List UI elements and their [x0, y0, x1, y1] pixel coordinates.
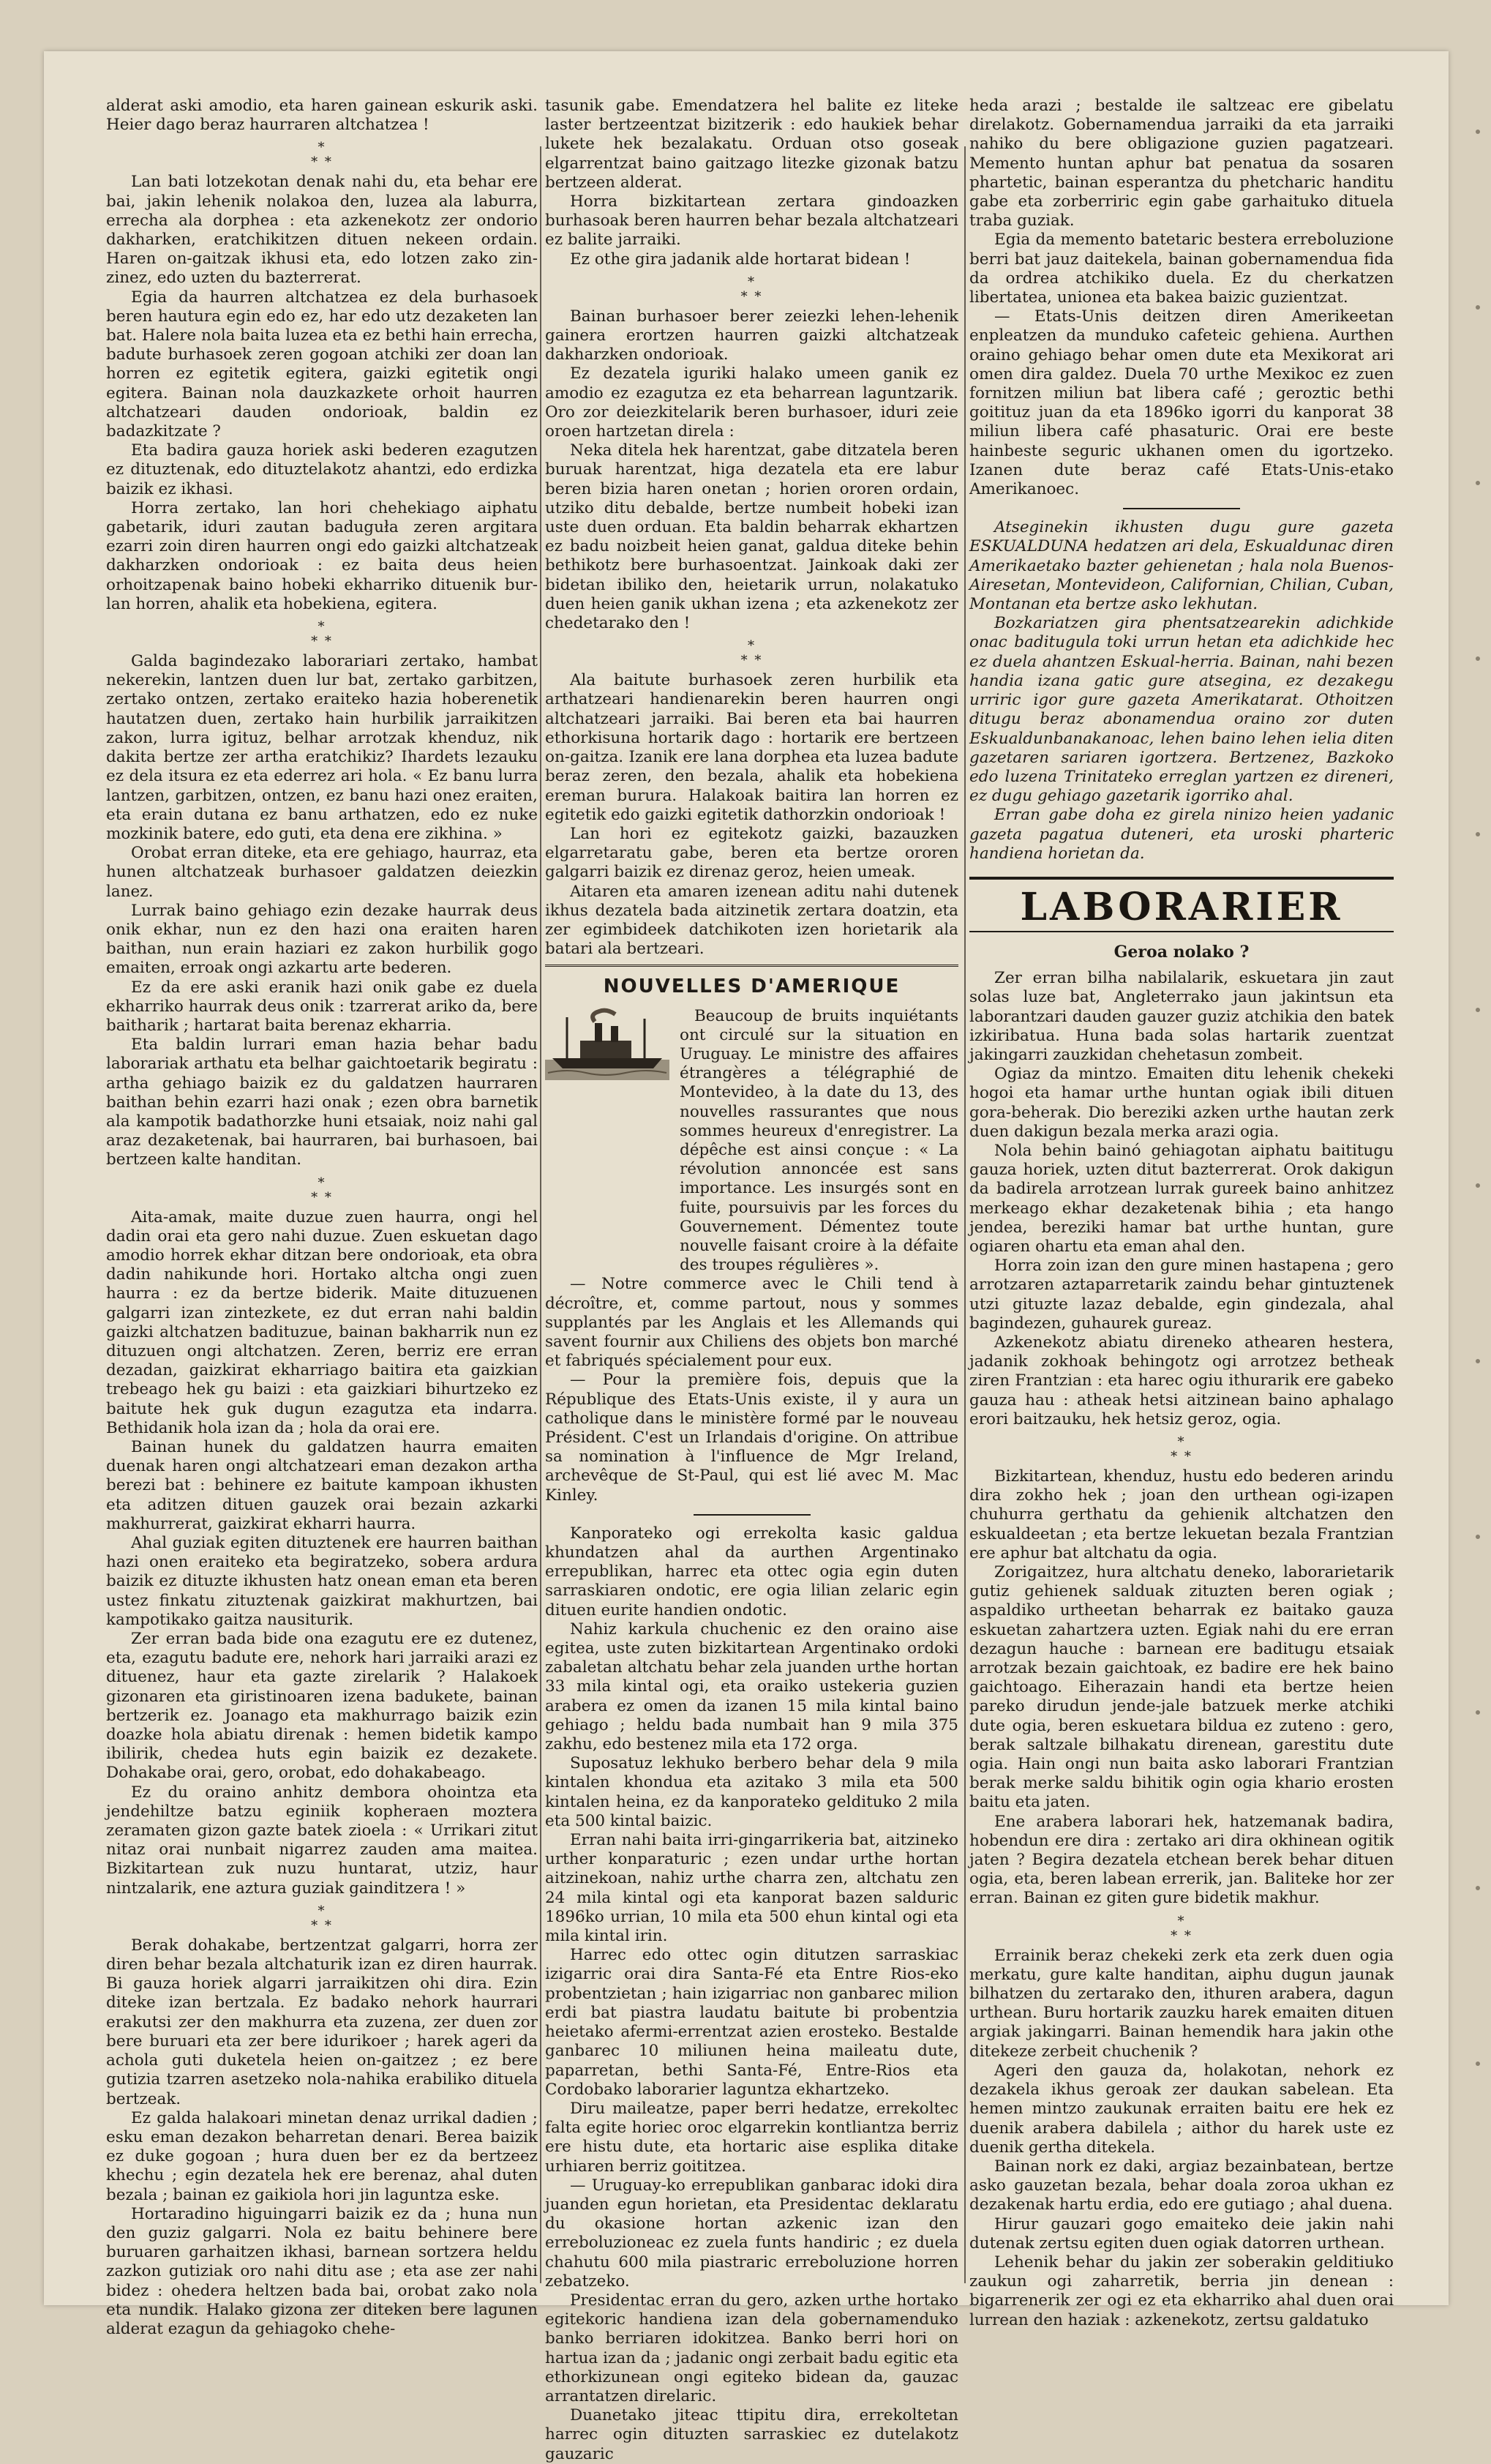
paragraph: Ez dezatela iguriki halako umeen ganik ez amodio ez ezagutza ez eta beharrean laguntzarik. Oro zor deiezkitelarik beren burhasoer, iduri zeie oroen hartzetan direla : [545, 364, 958, 441]
paragraph: heda arazi ; bestalde ile saltzeac ere gibelatu direlakotz. Gobernamendua jarraiki da eta jarraiki nahiko du bere obligazione guzien pagatzeari. Memento huntan aphur bat penatua da sosaren phartetic, bainan esperantza du phetcharic handitu gabe eta zorberriric egin gabe garhaituko dituela traba guziak. [969, 97, 1394, 231]
paragraph: Zer erran bilha nabilalarik, eskuetara jin zaut solas luze bat, Angleterrako jaun jakintsun eta laborantzari dauden gauzer guziz atchikia den batek izkiribatua. Huna bada solas hartarik zuentzat jakingarri zauzkidan chehetasun zombeit. [969, 969, 1394, 1064]
paragraph: Berak dohakabe, bertzentzat galgarri, horra zer diren behar bezala altchaturik izan ez diren haurrak. Bi gauza horiek algarri jarraikitzen ohi dira. Ezin diteke izan bertzala. Ez badako nehork haurrari erakutsi zer den makhurra eta zuzena, zer duen zor bere buruari eta zer bere idurikoer ; harek ageri da achola guti duketela heien on-gaitzez ; ez bere gutizia tzarren asetzeko nola-nahika erabiliko dituela bertzeak. [106, 1936, 538, 2108]
column-rule [540, 146, 541, 2283]
paragraph: Eta badira gauza horiek aski bederen ezagutzen ez dituztenak, edo dituztelakotz ahantzi, edo erdizka baizik ez ikhasi. [106, 441, 538, 498]
paragraph: Lan bati lotzekotan denak nahi du, eta behar ere bai, jakin lehenik nolakoa den, luzea ala laburra, errecha ala dorphea : eta azkenekotz zer ondorio dakharken, eratchikitzen dituen nekeen ordain. Haren on-gaitzak ikhusi eta, edo lotzen zako zin-zinez, edo uzten du bazterrerat. [106, 173, 538, 288]
separator-stars: * * * [740, 638, 763, 669]
separator-stars: * * * [1171, 1434, 1193, 1464]
separator-stars: * * * [1171, 1913, 1193, 1944]
news-intro [545, 1007, 958, 1276]
paragraph: Hirur gauzari gogo emaiteko deie jakin nahi dutenak zertsu egiten duen ogiak datorren urthean. [969, 2214, 1394, 2253]
paragraph: Zorigaitzez, hura altchatu deneko, laborarietarik gutiz gehienek salduak zituzten beren ogiak ; aspaldiko urtheetan beharrak ez baitako gauza eskuetan zahartzera uzten. Egiak nahi du ere erran dezagun hauche : barnean ere baditugu etsaiak arrotzak bezain gaichtoak, ez badire ere hek baino gaichtoago. Eiherazain handi eta bertze heien pareko dirudun jende-jale batzuek merke atchiki dute ogia, beren eskuetara bildua ez zuteno : gero, berak saltzale bilhakatu direnean, garestitu dute ogia. Hain ongi nun baita asko laborari Frantzian berak merke saldu bihitik ogin ogia khario erosten baitu eta jaten. [969, 1563, 1394, 1812]
paragraph: Zer erran bada bide ona ezagutu ere ez dutenez, eta, ezagutu badute ere, nehork hari jarraiki arazi ez dituenez, haur eta gazte zirelarik ? Halakoek gizonaren eta giristinoaren izena badukete, bainan bertzerik ez. Joanago eta makhurrago baizik ezin doazke hola abiatu direnak : hemen bidetik kampo ibilirik, chedea huts egin baizik ez dezakete. Dohakabe orai, gero, orobat, edo dohakabeago. [106, 1630, 538, 1783]
paragraph: Errainik beraz chekeki zerk eta zerk duen ogia merkatu, gure kalte handitan, aiphu dugun jaunak bilhatzen du zertarako den, ithuren arabera, dagun urthean. Buru hortarik zauzku harek emaiten dituen argiak jakingarri. Bainan hemendik hara jakin othe ditekeze zerbeit chuchenik ? [969, 1946, 1394, 2061]
paragraph: Kanporateko ogi errekolta kasic galdua khundatzen ahal da aurthen Argentinako errepublikan, harrec eta ottec ogia egin duten sarraskiaren ondotic, ere ogia lilian zelaric egin dituen eurite handien ondotic. [545, 1524, 958, 1619]
paragraph: Lan hori ez egitekotz gaizki, bazauzken elgarretaratu gabe, beren eta bertze ororen galgarri baizik ez direnaz geroz, heien umeak. [545, 824, 958, 882]
paragraph: Aitaren eta amaren izenean aditu nahi dutenek ikhus dezatela bada aitzinetik zertara doatzin, eta zer egimbideek datchikoten izen horietarik ala batari ala bertzeari. [545, 882, 958, 959]
paragraph: Duanetako jiteac ttipitu dira, errekoltetan harrec ogin dituzten sarraskiec ez dutelakotz gauzaric [545, 2406, 958, 2463]
section-title: LABORARIER [1020, 884, 1343, 929]
notice-paragraph: Atseginekin ikhusten dugu gure gazeta ESKUALDUNA hedatzen ari dela, Eskualdunac diren Amerikaetako bazter gehienetan ; hala nola Buenos-Airesetan, Montevideon, Californian, Chilian, Cuban, Montanan eta bertze asko lekhutan. [969, 518, 1394, 614]
paragraph: Egia da haurren altchatzea ez dela burhasoek beren hautura egin edo ez, har edo utz dezaketen lan bat. Halere nola baita luzea eta ez bethi hain errecha, badute burhasoek zeren gogoan atchiki zer doan lan horren ez egitetik egitera, gaizki egitetik ongi egitera. Bainan nola dauzkazkete orhoit haurren altchatzeari dauden ondorioak, baldin ez badazkitzate ? [106, 288, 538, 441]
paragraph: Eta baldin lurrari eman hazia behar badu laborariak arthatu eta belhar gaichtoetarik begiratu : artha gehiago baizik ez du galdatzen haurraren baithan behin ezarri hazi onak ; ezen obra barnetik ala kampotik badathorzke huni etsaiak, noiz nahi gal araz dezaketenak, bai haurraren, bai burhasoen, bai bertzeen kalte handitan. [106, 1036, 538, 1169]
column-2 [545, 97, 958, 2463]
paragraph: Ogiaz da mintzo. Emaiten ditu lehenik chekeki hogoi eta hamar urthe huntan ogiak ibili dituen gora-beherak. Dio bereziki azken urthe hautan zerk duen dakigun bezala merka arazi ogia. [969, 1065, 1394, 1141]
section-banner [969, 877, 1394, 932]
paragraph: Bainan nork ez daki, argiaz bezainbatean, bertze asko gauzetan bezala, behar doala zoroa ukhan ez dezakenak hartu erdia, edo ere gutiago ; ahal duena. [969, 2157, 1394, 2214]
notice-paragraph: Erran gabe doha ez girela ninizo heien yadanic gazeta pagatua duteneri, eta uroski pharteric handiena horietan da. [969, 806, 1394, 863]
paragraph: Ageri den gauza da, holakotan, nehork ez dezakela ikhus geroak zer daukan sabelean. Eta hemen mintzo zaukunak erraiten baitu ere hek ez duenik arabera dabilela ; aithor du harek uste ez duenik gertha ditekela. [969, 2061, 1394, 2157]
paragraph: Orobat erran diteke, eta ere gehiago, haurraz, eta hunen altchatzeak burhasoer galdatzen deiezkin lanez. [106, 844, 538, 901]
paragraph: Galda bagindezako laborariari zertako, hambat nekerekin, lantzen duen lur bat, zertako garbitzen, zertako ontzen, zertako eraiteko hazia hoberenetik hautatzen duen, zertako hain hurbilik jarraikitzen zakon, lurra igituz, belhar arrotzak khenduz, nik dakita bertze zer artha eratchikiz? Ihardets lezauku ez dela itsura ez eta ederrez ari hola. « Ez banu lurra lantzen, garbitzen, ontzen, ez banu hazi onez eraiten, eta erain dutana ez banu arthatzen, edo ez nuke mozkinik batere, edo guti, eta dena ere zikhina. » [106, 652, 538, 843]
paragraph: — Notre commerce avec le Chili tend à décroître, et, comme partout, nous y sommes supplantés par les Anglais et les Allemands qui savent fournir aux Chiliens des objets bon marché et fabriqués spécialement pour eux. [545, 1275, 958, 1371]
paragraph: Ahal guziak egiten dituztenek ere haurren baithan hazi onen eraiteko eta begiratzeko, sobera ardura baizik ez dituzte ikhusten hatz onean eman eta beren ustez finkatu zituztenak gaizkirat makhurtzen, bai kampotikako gaitza nausiturik. [106, 1534, 538, 1629]
paragraph: Lurrak baino gehiago ezin dezake haurrak deus onik ekhar, nun ez den hazi ona eraiten haren baithan, nun erain haziari ez zakon hurbilik gogo emaiten, erroak ongi azkartu arte bederen. [106, 901, 538, 978]
binding-holes [1471, 0, 1485, 2328]
paragraph: — Pour la première fois, depuis que la République des Etats-Unis existe, il y aura un catholique dans le ministère formé par le nouveau Président. C'est un Irlandais d'origine. On attribue sa nomination à l'influence de Mgr Ireland, archevêque de St-Paul, qui est lié avec M. Mac Kinley. [545, 1371, 958, 1505]
section-heading: NOUVELLES D'AMERIQUE [545, 965, 958, 996]
paragraph: Horra zoin izan den gure minen hastapena ; gero arrotzaren aztaparretarik zaindu behar gintuztenek utzi gituzte lazaz debalde, egin gindezala, ahal bagindezen, guhaurek gureaz. [969, 1257, 1394, 1333]
paragraph: Hortaradino higuingarri baizik ez da ; huna nun den guziz galgarri. Nola ez baitu behinere bere buruaren garhaitzen ikhasi, barnean sortzera heldu zazkon gutiziak oro nahi ditu ase ; eta ase zer nahi bidez : ohedera heltzen bada bai, orobat zako nola eta nundik. Halako gizona zer diteken bere lagunen alderat ezagun da gehiagoko chehe- [106, 2204, 538, 2338]
paragraph: Egia da memento batetaric bestera erreboluzione berri bat jauz daitekela, bainan gobernamendua fida da ordrea atchikiko duela. Ez du cherkatzen libertatea, unionea eta bakea baizic guzientzat. [969, 231, 1394, 307]
paragraph: tasunik gabe. Emendatzera hel balite ez liteke laster bertzeentzat bizitzerik : edo haukiek behar lukete hek bezalakatu. Orduan otso goseak elgarrentzat baino gaitzago litezke gizonak batzu bertzeen alderat. [545, 97, 958, 192]
paragraph: Harrec edo ottec ogin ditutzen sarraskiac izigarric orai dira Santa-Fé eta Entre Rios-eko probentzietan ; hain izigarriac non ganbarec milion erdi bat piastra laudatu baitute bi probentzia heietako afermi-errentzat azien erosteko. Bestalde ganbarec 10 miliunen heina maileatu dute, paparretan, bethi Santa-Fé, Entre-Rios eta Cordobako laborarier laguntza ekhartzeko. [545, 1946, 958, 2099]
paragraph: Ez du oraino anhitz dembora ohointza eta jendehiltze batzu eginiik kopheraen moztera zeramaten gizon gazte batek zioela : « Urrikari zitut nitaz orai nunbait nigarrez zauden ama maitea. Bizkitartean zuk nuzu huntarat, utziz, haur nintzalarik, ene aztura guziak gainditzera ! » [106, 1783, 538, 1898]
paragraph: Azkenekotz abiatu direneko athearen hestera, jadanik zokhoak behingotz ogi arrotzez betheak ziren Frantzian : eta harec ogiu ithurarik ere gabeko gauza hau : atheak hetsi aitzinean baino aphalago erori baitzauku, hek hetsiz geroz, ogia. [969, 1333, 1394, 1428]
paragraph: Lehenik behar du jakin zer soberakin gelditiuko zaukun ogi zaharretik, berria jin denean : bigarrenerik zer ogi ez eta ekharriko ahal duen orai lurrean den haziak : azkenekotz, zertsu galdatuko [969, 2253, 1394, 2329]
separator-stars: * * * [311, 1175, 333, 1205]
paragraph: alderat aski amodio, eta haren gainean eskurik aski. Heier dago beraz haurraren altchatzea ! [106, 97, 538, 135]
newspaper-page [44, 51, 1449, 2463]
separator-stars: * * * [311, 619, 333, 650]
paragraph: Horra bizkitartean zertara gindoazken burhasoak beren haurren behar bezala altchatzeari ez balite jarraiki. [545, 192, 958, 250]
separator-stars: * * * [740, 274, 763, 304]
paragraph: Beaucoup de bruits inquiétants ont circulé sur la situation en Uruguay. Le ministre des affaires étrangères a télégraphié de Montevideo, à la date du 13, des nouvelles rassurantes que nous sommes heureux d'enregistrer. La dépêche est ainsi conçue : « La révolution annoncée est sans importance. Les insurgés sont en fuite, poursuivis par les forces du Gouvernement. Démentez toute nouvelle faisant croire à la défaite des troupes régulières ». [680, 1006, 958, 1275]
column-rule [964, 146, 966, 2283]
column-1 [106, 97, 538, 2338]
paragraph: — Uruguay-ko errepublikan ganbarac idoki dira juanden egun horietan, eta Presidentac deklaratu du okasione hortan azkenic izan den erreboluzioneac ez zuela funts handiric ; ez duela chahutu 600 mila piastraric erreboluzione horren zebatzeko. [545, 2176, 958, 2291]
paragraph: Erran nahi baita irri-gingarrikeria bat, aitzineko urther konparaturic ; ezen undar urthe hortan aitzinekoan, nahiz urthe charra zen, altchatu zen 24 mila kintal ogi eta kanporat bazen salduric 1896ko urrian, 10 mila eta 500 ehun kintal ogi eta mila kintal irin. [545, 1831, 958, 1946]
column-3 [969, 97, 1394, 2329]
paragraph: Ala baitute burhasoek zeren hurbilik eta arthatzeari handienarekin beren haurren ongi altchatzeari jarraiki. Bai beren eta bai haurren ethorkisuna hortarik dago : hortarik ere bertzeen on-gaitza. Izanik ere lana dorphea eta luzea badute beraz zeren, den bezala, ahalik eta hobekiena ereman bururа. Halakoak baitira lan horren ez egitetik edo gaizki egitetik dathorzkin ondorioak ! [545, 671, 958, 824]
separator-stars: * * * [311, 1903, 333, 1933]
paragraph: Aita-amak, maite duzue zuen haurra, ongi hel dadin orai eta gero nahi duzue. Zuen eskuetan dago amodio horrek ekhar ditzan bere ondorioak, eta obra dadin nahikunde hori. Hortako altcha ongi zuen haurra : ez da bertze biderik. Maite dituzuenen galgarri izan zintezkete, ez dut erran nahi baldin gaizki altchatzen badituzue, bainan bakharrik nun ez dituzuen ongi altchatzen. Zeren, berriz ere erran dezadan, gaizkirat ekharriago baitira eta gaizkian trebeago hek gu baizi : eta gaizkiari bihurtzeko ez baitute hek guk dugun ezagutza eta indarra. Bethidanik hola izan da ; hola da orai ere. [106, 1207, 538, 1437]
paragraph: Ez da ere aski eranik hazi onik gabe ez duela ekharriko haurrak deus onik : tzarrerat ariko da, bere baitharik ; hartarat baita berenaz ekharria. [106, 978, 538, 1035]
paragraph: Ez othe gira jadanik alde hortarat bidean ! [570, 250, 911, 269]
paragraph: — Etats-Unis deitzen diren Amerikeetan enpleatzen da munduko cafeteic gehiena. Aurthen oraino gehiago behar omen dute eta Mexikorat ari omen dira galdez. Duela 70 urthe Mexikoc ez zuen fornitzen miliun bat libera café ; geroztic bethi goitituz juan da eta 1896ko igorri du kanporat 38 miliun libera café phasaturic. Orai ere beste hainbeste seguric ukhanen omen du igortzeko. Izanen dute beraz café Etats-Unis-etako Amerikanoec. [969, 307, 1394, 499]
paragraph: Ez galda halakoari minetan denaz urrikal dadien ; esku eman dezakon beharretan denari. Berea baizik ez duke gogoan ; hura duen ber ez da bertzeez khechu ; egin dezatela hek ere berenaz, ahal duten bezala ; bainan ez gaikiola hori jin laguntza eske. [106, 2108, 538, 2204]
article-subtitle: Geroa nolako ? [1113, 942, 1250, 962]
steamship-icon [545, 1007, 669, 1080]
separator-stars: * * * [311, 140, 333, 171]
paragraph: Bizkitartean, khenduz, hustu edo bederen arindu dira zokho hek ; joan den urthean ogi-izapen chuhurra gerthatu da gehienik altchatzen den eskualdeetan ; eta bertze lekuetan bezala Frantzian ere aphur bat altchatu da ogia. [969, 1467, 1394, 1562]
paragraph: Diru maileatze, paper berri hedatze, errekoltec falta egite horiec oroc elgarrekin kontliantza berriz ere histu dute, eta hortaric aise esplika ditake urhiaren berriz goititzea. [545, 2099, 958, 2176]
divider [1123, 508, 1240, 509]
paragraph: Neka ditela hek harentzat, gabe ditzatela beren buruak harentzat, higa dezatela eta ere labur beren bizia haren onetan ; horien ororen ordain, utziko ditu debalde, bertze numbeit hobeki izan uste duen orduan. Eta baldin beharrak ekhartzen ez badu noizbeit heien ganat, galdua diteke behin bethikotz bere burhasoentzat. Jainkoak daki zer bidetan ibiliko den, heietarik urrun, nolakatuko duen heien ganik ukhan izena ; eta azkenekotz zer chedetarako den ! [545, 441, 958, 633]
paragraph: Suposatuz lekhuko berbero behar dela 9 mila kintalen khondua eta azitako 3 mila eta 500 kintalen heina, ez da kanporateko geldituko 2 mila eta 500 kintal baizic. [545, 1754, 958, 1830]
paragraph: Nahiz karkula chuchenic ez den oraino aise egitea, uste zuten bizkitartean Argentinako ordoki zabaletan altchatu behar zela juanden urthe hortan 33 mila kintal ogi, eta oraiko ustekeria guzien arabera ez omen da izanen 15 mila kintal baino gehiago ; heldu bada numbait han 9 mila 375 zakhu, edo bestenez mila eta 172 orga. [545, 1619, 958, 1754]
notice-paragraph: Bozkariatzen gira phentsatzearekin adichkide onac baditugula toki urrun hetan eta adichkide hec ez duela ahantzen Eskual-herria. Bainan, nahi bezen handia izana gatic gure atseginа, ez dezakegu urriric igor gure gazeta Amerikatarat. Othoitzen ditugu beraz abonamendua oraino zor duten Eskualdunbanakanoac, lehen baino lehen ielia diten gazetaren sariaren igortzera. Bertzenez, Bazkoko edo luzena Trinitateko erreglan yartzen ez direneri, ez dugu gehiago gazetarik igorriko ahal. [969, 614, 1394, 806]
paragraph: Ene arabera laborari hek, hatzemanak badira, hobendun ere dira : zertako ari dira okhinean ogitik jaten ? Begira dezatela etchean berek behar dituen ogia, eta, beren labean errerik, jan. Baliteke hor zer erran. Bainan ez giten gure bidetik makhur. [969, 1812, 1394, 1908]
paragraph: Presidentac erran du gero, azken urthe hortako egitekoric handiena izan dela gobernamenduko banko berriaren idokitzea. Banko berri hori on hartua izan da ; jadanic ongi zerbait badu egitic eta ethorkizunean ongi egiteko bidean da, gauzac arrantatzen direlaric. [545, 2291, 958, 2405]
paragraph: Horra zertako, lan hori chehekiago aiphatu gabetarik, iduri zautan baduguła zeren argitara ezarri zoin diren haurren ongi edo gaizki altchatzeak dakharzken ondorioak : ez baita deus heien orhoitzapenak baino hobeki ekharriko dituenik bur-lan horren, ahalik eta hobekiena, egitera. [106, 498, 538, 613]
divider [694, 1514, 811, 1516]
paragraph: Nola behin bainó gehiagotan aiphatu baititugu gauza horiek, uzten ditut bazterrerat. Orok dakigun da badirela arrotzean lurrak gureek baino anhitzez merkeago ekhar dezaketenak bihia ; eta hango jendea, bereziki hamar bat urthe huntan, gure ogiaren ohartu eta eman ahal den. [969, 1141, 1394, 1256]
paragraph: Bainan burhasoer berer zeiezki lehen-lehenik gainera erortzen haurren gaizki altchatzeak dakharzken ondorioak. [545, 307, 958, 364]
paragraph: Bainan hunek du galdatzen haurra emaiten duenak haren ongi altchatzeari eman dezakon artha berezi bat : behinere ez baitute kampoan ikhusten eta aditzen dituen gauzek orai bezain azkarki makhurrerat, gaizkirat ekharri haurra. [106, 1438, 538, 1533]
